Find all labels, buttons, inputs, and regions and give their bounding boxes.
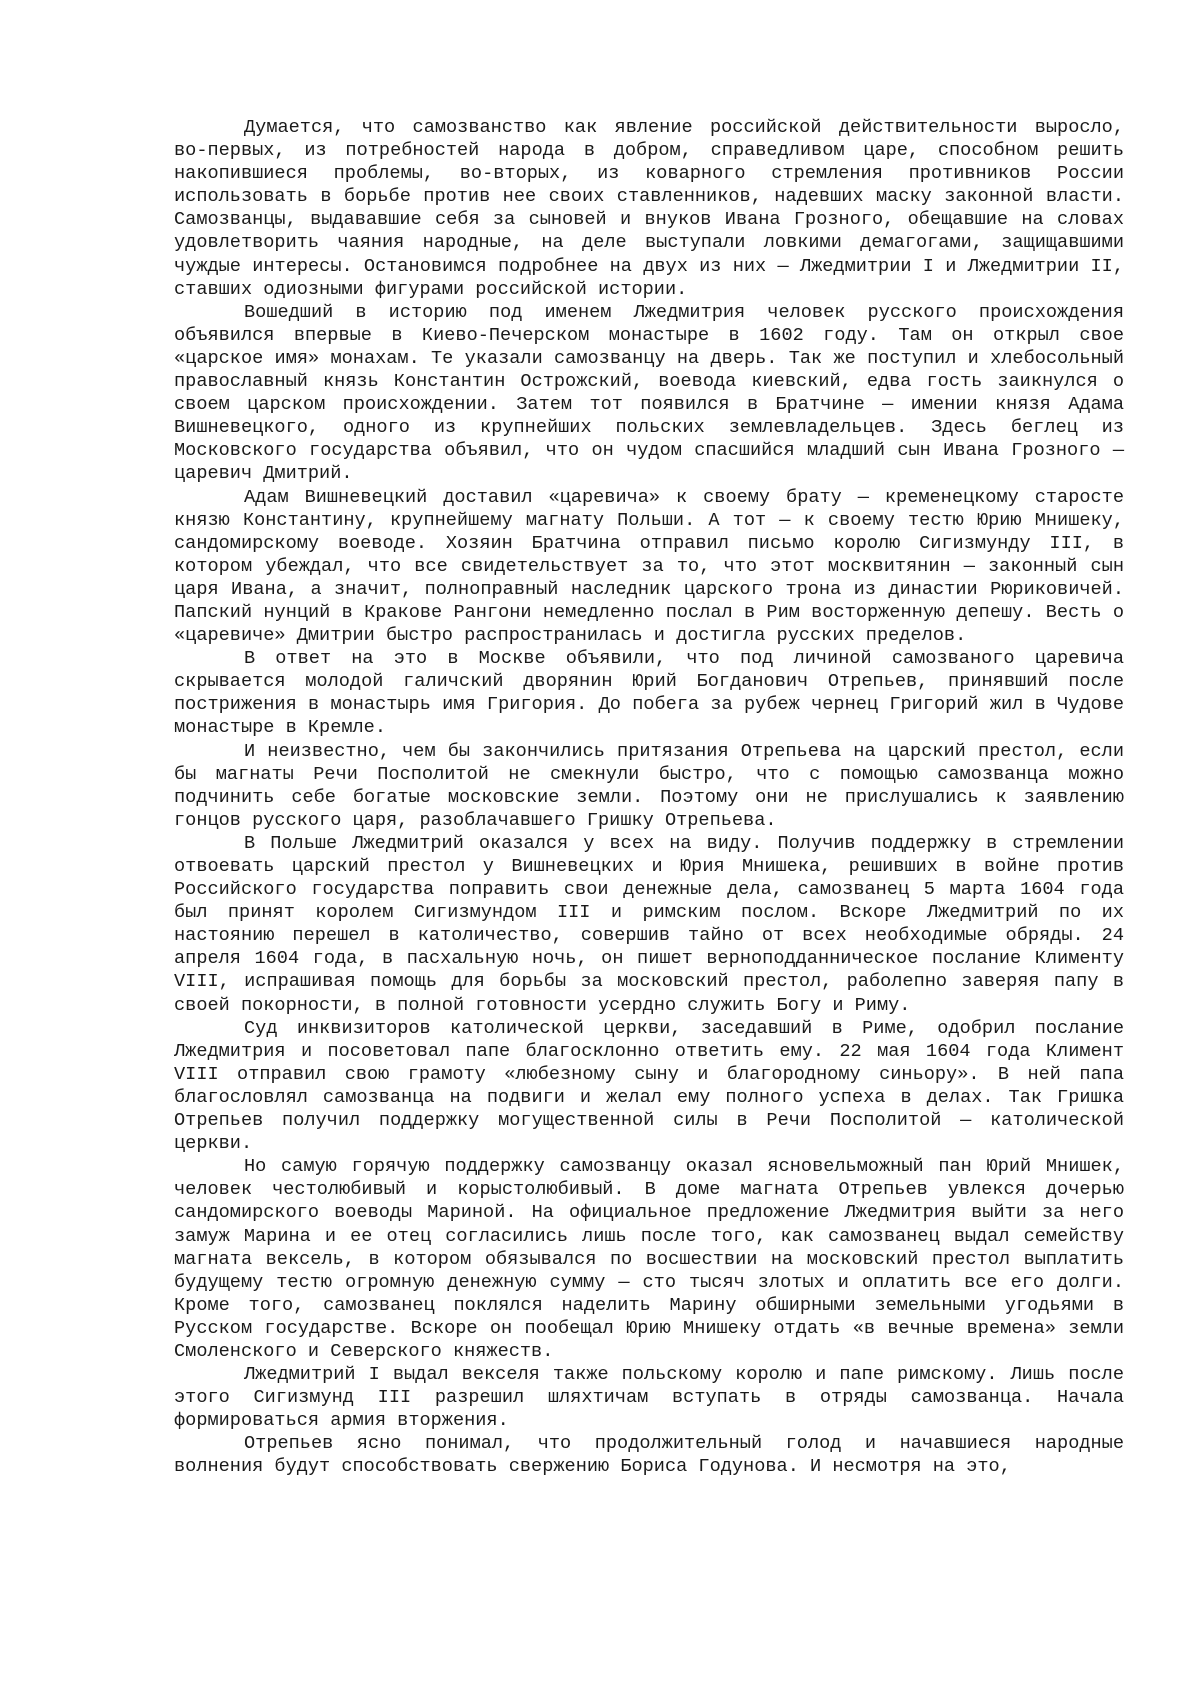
paragraph: Вошедший в историю под именем Лжедмитрия человек русского происхождения объявился впервые в Киево-Печерском монастыре в 1602 году. Там он открыл свое «царское имя» монахам. Те указали самозванцу на дверь. Так же поступил и хлебосольный православный князь Константин Острожский, воевода киевский, едва гость заикнулся о своем царском происхождении. Затем тот появился в Братчине — имении князя Адама Вишневецкого, одного из крупнейших польских землевладельцев. Здесь беглец из Московского государства объявил, что он чудом спасшийся младший сын Ивана Грозного — царевич Дмитрий. (174, 301, 1124, 485)
paragraph: В Польше Лжедмитрий оказался у всех на виду. Получив поддержку в стремлении отвоевать царский престол у Вишневецких и Юрия Мнишека, решивших в войне против Российского государства поправить свои денежные дела, самозванец 5 марта 1604 года был принят королем Сигизмундом III и римским послом. Вскоре Лжедмитрий по их настоянию перешел в католичество, совершив тайно от всех необходимые обряды. 24 апреля 1604 года, в пасхальную ночь, он пишет верноподданническое послание Клименту VIII, испрашивая помощь для борьбы за московский престол, раболепно заверяя папу в своей покорности, в полной готовности усердно служить Богу и Риму. (174, 832, 1124, 1016)
body-text (174, 116, 1124, 1479)
paragraph: Суд инквизиторов католической церкви, заседавший в Риме, одобрил послание Лжедмитрия и посоветовал папе благосклонно ответить ему. 22 мая 1604 года Климент VIII отправил свою грамоту «любезному сыну и благородному синьору». В ней папа благословлял самозванца на подвиги и желал ему полного успеха в делах. Так Гришка Отрепьев получил поддержку могущественной силы в Речи Посполитой — католической церкви. (174, 1017, 1124, 1155)
paragraph: Но самую горячую поддержку самозванцу оказал ясновельможный пан Юрий Мнишек, человек честолюбивый и корыстолюбивый. В доме магната Отрепьев увлекся дочерью сандомирского воеводы Мариной. На официальное предложение Лжедмитрия выйти за него замуж Марина и ее отец согласились лишь после того, как самозванец выдал семейству магната вексель, в котором обязывался по восшествии на московский престол выплатить будущему тестю огромную денежную сумму — сто тысяч злотых и оплатить все его долги. Кроме того, самозванец поклялся наделить Марину обширными земельными угодьями в Русском государстве. Вскоре он пообещал Юрию Мнишеку отдать «в вечные времена» земли Смоленского и Северского княжеств. (174, 1156, 1124, 1362)
paragraph: В ответ на это в Москве объявили, что под личиной самозваного царевича скрывается молодой галичский дворянин Юрий Богданович Отрепьев, принявший после пострижения в монастырь имя Григория. До побега за рубеж чернец Григорий жил в Чудове монастыре в Кремле. (174, 648, 1124, 739)
paragraph: Думается, что самозванство как явление российской действительности выросло, во-первых, из потребностей народа в добром, справедливом царе, способном решить накопившиеся проблемы, во-вторых, из коварного стремления противников России использовать в борьбе против нее своих ставленников, надевших маску законной власти. Самозванцы, выдававшие себя за сыновей и внуков Ивана Грозного, обещавшие на словах удовлетворить чаяния народные, на деле выступали ловкими демагогами, защищавшими чуждые интересы. Остановимся подробнее на двух из них — Лжедмитрии I и Лжедмитрии II, ставших одиозными фигурами российской истории. (174, 117, 1124, 300)
paragraph: И неизвестно, чем бы закончились притязания Отрепьева на царский престол, если бы магнаты Речи Посполитой не смекнули быстро, что с помощью самозванца можно подчинить себе богатые московские земли. Поэтому они не прислушались к заявлению гонцов русского царя, разоблачавшего Гришку Отрепьева. (174, 740, 1124, 831)
paragraph: Лжедмитрий I выдал векселя также польскому королю и папе римскому. Лишь после этого Сигизмунд III разрешил шляхтичам вступать в отряды самозванца. Начала формироваться армия вторжения. (174, 1364, 1124, 1432)
paragraph: Отрепьев ясно понимал, что продолжительный голод и начавшиеся народные волнения будут способствовать свержению Бориса Годунова. И несмотря на это, (174, 1433, 1124, 1478)
paragraph: Адам Вишневецкий доставил «царевича» к своему брату — кременецкому старосте князю Константину, крупнейшему магнату Польши. А тот — к своему тестю Юрию Мнишеку, сандомирскому воеводе. Хозяин Братчина отправил письмо королю Сигизмунду III, в котором убеждал, что все свидетельствует за то, что этот москвитянин — законный сын царя Ивана, а значит, полноправный наследник царского трона из династии Рюриковичей. Папский нунций в Кракове Рангони немедленно послал в Рим восторженную депешу. Весть о «царевиче» Дмитрии быстро распространилась и достигла русских пределов. (174, 486, 1124, 647)
